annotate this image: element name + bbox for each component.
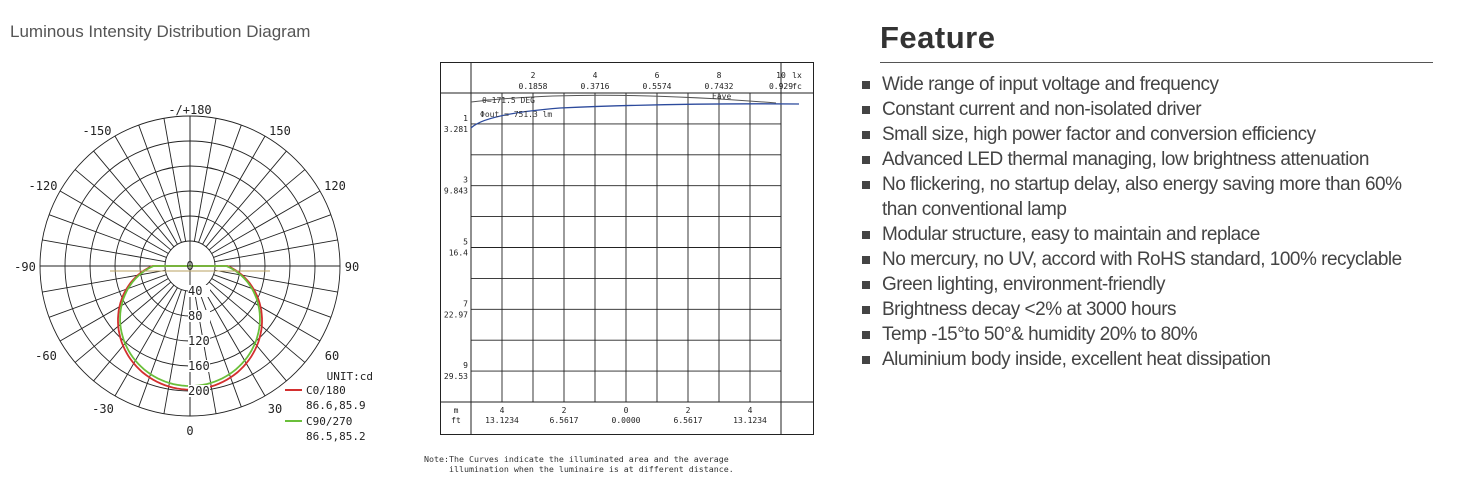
bottom-label-m: 4 xyxy=(499,406,505,415)
polar-spoke xyxy=(49,215,166,258)
legend-name-c0: C0/180 xyxy=(306,384,346,397)
row-label-m: 7 xyxy=(463,299,468,309)
feature-list xyxy=(862,72,1437,372)
polar-spoke xyxy=(206,151,286,247)
diagram-title: Luminous Intensity Distribution Diagram xyxy=(10,22,311,41)
feature-item: Temp -15°to 50°& humidity 20% to 80% xyxy=(862,322,1437,347)
polar-spoke xyxy=(215,270,338,292)
bottom-label-ft: 6.5617 xyxy=(673,416,703,425)
polar-spoke xyxy=(75,170,171,250)
top-header-m: 4 xyxy=(592,71,598,80)
row-label-m: 1 xyxy=(463,113,468,123)
angle-label-neg60: -60 xyxy=(35,349,57,363)
bottom-label-m: 0 xyxy=(623,406,629,415)
legend-values-c90: 86.5,85.2 xyxy=(306,430,366,443)
bullet-icon xyxy=(862,231,870,239)
row-label-ft: 16.4 xyxy=(448,248,468,258)
illuminance-note xyxy=(424,454,734,474)
row-label-ft: 22.97 xyxy=(443,310,468,320)
ft-unit-label: ft xyxy=(451,416,461,425)
angle-label-60: 60 xyxy=(324,349,340,363)
polar-spoke xyxy=(49,275,166,318)
radial-label: 0 xyxy=(186,259,194,273)
bottom-label-ft: 6.5617 xyxy=(549,416,579,425)
bullet-icon xyxy=(862,306,870,314)
angle-label-neg90: -90 xyxy=(14,260,36,274)
bullet-icon xyxy=(862,256,870,264)
bullet-icon xyxy=(862,156,870,164)
polar-spoke xyxy=(194,118,216,241)
feature-item: Advanced LED thermal managing, low brightness attenuation xyxy=(862,147,1437,172)
m-unit-label: m xyxy=(453,406,459,415)
row-label-ft: 29.53 xyxy=(443,372,468,382)
feature-item: Small size, high power factor and conversion efficiency xyxy=(862,122,1437,147)
top-header-m: 6 xyxy=(654,71,660,80)
polar-spoke xyxy=(199,125,242,242)
polar-spoke xyxy=(206,285,286,381)
angle-label-90: 90 xyxy=(344,260,360,274)
illuminance-chart xyxy=(440,62,815,437)
top-header-lux: 0.1858 xyxy=(518,82,548,91)
bullet-icon xyxy=(862,106,870,114)
bullet-icon xyxy=(862,81,870,89)
feature-item: Green lighting, environment-friendly xyxy=(862,272,1437,297)
phi-label: Φout = 751.3 lm xyxy=(480,110,553,119)
polar-spoke xyxy=(94,151,174,247)
bullet-icon xyxy=(862,181,870,189)
polar-spoke xyxy=(42,270,165,292)
polar-spoke xyxy=(164,291,186,414)
polar-spoke xyxy=(164,118,186,241)
bullet-icon xyxy=(862,356,870,364)
angle-label-150: 150 xyxy=(269,124,291,138)
feature-item: Brightness decay <2% at 3000 hours xyxy=(862,297,1437,322)
top-header-m: 2 xyxy=(530,71,536,80)
feature-item: Wide range of input voltage and frequency xyxy=(862,72,1437,97)
legend-name-c90: C90/270 xyxy=(306,415,353,428)
feature-item: No flickering, no startup delay, also energy saving more than 60% than conventional lamp xyxy=(862,172,1437,222)
angle-label-30: 30 xyxy=(267,402,283,416)
polar-spoke xyxy=(139,289,182,406)
angle-label-neg120: -120 xyxy=(28,179,58,193)
unit-label: UNIT:cd xyxy=(326,370,373,383)
feature-item: No mercury, no UV, accord with RoHS standard, 100% recyclable xyxy=(862,247,1437,272)
radial-label: 200 xyxy=(188,384,210,398)
angle-label-neg30: -30 xyxy=(92,402,114,416)
polar-spoke xyxy=(94,285,174,381)
radial-label: 80 xyxy=(188,309,203,323)
polar-spoke xyxy=(213,275,330,318)
fc-unit-label: fc xyxy=(792,82,802,91)
bullet-icon xyxy=(862,331,870,339)
polar-spoke xyxy=(213,215,330,258)
bottom-label-m: 2 xyxy=(685,406,691,415)
top-header-lux: 0.7432 xyxy=(704,82,734,91)
bullet-icon xyxy=(862,131,870,139)
row-label-m: 5 xyxy=(463,237,468,247)
legend-values-c0: 86.6,85.9 xyxy=(306,399,366,412)
polar-spoke xyxy=(42,240,165,262)
row-label-m: 3 xyxy=(463,175,468,185)
note-line-2: illumination when the luminaire is at different distance. xyxy=(424,464,734,474)
feature-item: Modular structure, easy to maintain and replace xyxy=(862,222,1437,247)
polar-spoke xyxy=(215,240,338,262)
bottom-label-m: 4 xyxy=(747,406,753,415)
theta-label: θ=171.5 DEG xyxy=(482,96,535,105)
bottom-label-ft: 13.1234 xyxy=(733,416,767,425)
polar-diagram xyxy=(0,90,400,450)
row-label-ft: 9.843 xyxy=(443,186,468,196)
top-header-lux: 0.3716 xyxy=(580,82,610,91)
bottom-label-ft: 13.1234 xyxy=(485,416,519,425)
radial-label: 120 xyxy=(188,334,210,348)
feature-item: Constant current and non-isolated driver xyxy=(862,97,1437,122)
lx-unit-label: lx xyxy=(792,71,802,80)
top-header-m: 8 xyxy=(716,71,722,80)
polar-spoke xyxy=(209,170,305,250)
top-header-lux: 0.5574 xyxy=(642,82,672,91)
row-label-ft: 3.281 xyxy=(443,124,468,134)
feature-item: Aluminium body inside, excellent heat dissipation xyxy=(862,347,1437,372)
angle-label-120: 120 xyxy=(324,179,346,193)
top-header-lux: 0.929 xyxy=(768,82,794,91)
polar-spoke xyxy=(139,125,182,242)
top-header-m: 10 xyxy=(776,71,786,80)
bottom-label-ft: 0.0000 xyxy=(611,416,641,425)
angle-label-neg150: -150 xyxy=(82,124,112,138)
feature-divider xyxy=(880,62,1433,63)
bullet-icon xyxy=(862,281,870,289)
feature-title: Feature xyxy=(880,20,996,55)
angle-label-180: -/+180 xyxy=(168,103,212,117)
angle-label-0: 0 xyxy=(186,424,194,438)
eave-label: Eave xyxy=(712,92,732,101)
note-line-1: Note:The Curves indicate the illuminated area and the average xyxy=(424,454,729,464)
radial-label: 160 xyxy=(188,359,210,373)
bottom-label-m: 2 xyxy=(561,406,567,415)
row-label-m: 9 xyxy=(463,361,468,371)
radial-label: 40 xyxy=(188,284,203,298)
